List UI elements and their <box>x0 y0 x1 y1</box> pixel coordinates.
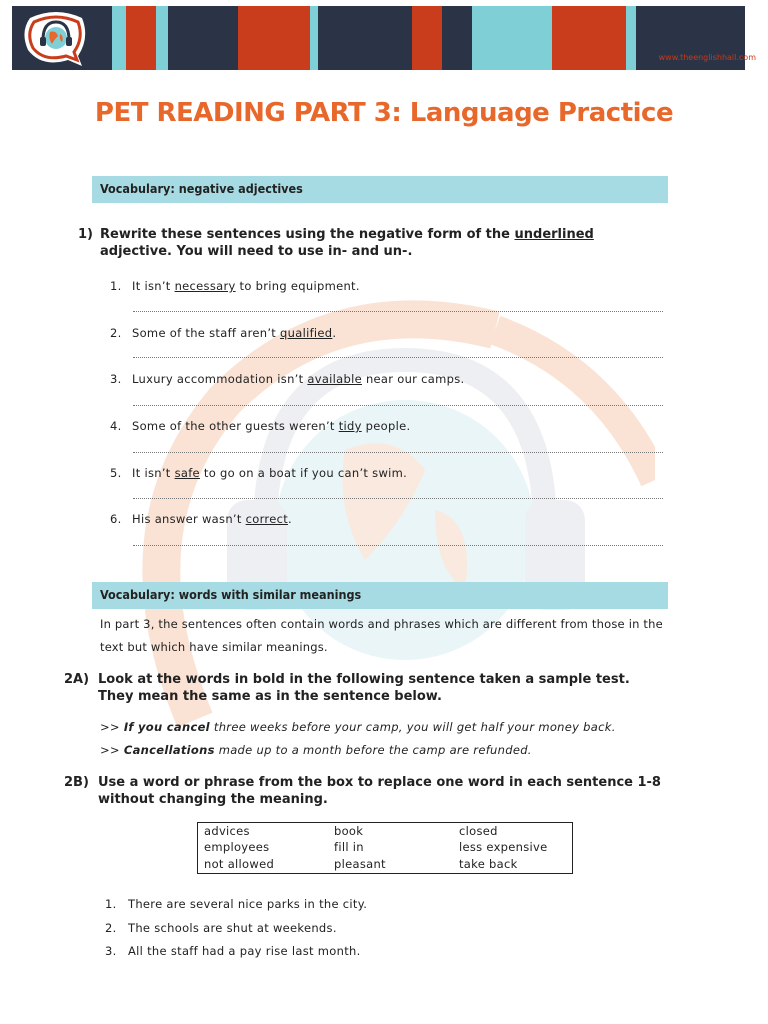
question-text-underlined: underlined <box>514 227 594 242</box>
stripe <box>238 6 310 70</box>
question-2b <box>64 774 664 808</box>
item-text: It isn’t <box>132 279 175 293</box>
header-banner <box>12 6 755 70</box>
question-number: 2A) <box>64 672 90 687</box>
word-box-cell: take back <box>459 857 518 871</box>
answer-line[interactable] <box>133 497 663 499</box>
question-number: 2B) <box>64 775 89 790</box>
item-text: people. <box>361 419 411 433</box>
item-number: 5. <box>110 466 122 480</box>
word-box-cell: less expensive <box>459 840 548 854</box>
word-box-cell: employees <box>204 840 270 854</box>
item-text: The schools are shut at weekends. <box>128 921 337 935</box>
item-underlined-word: qualified <box>280 326 333 340</box>
stripe <box>168 6 238 70</box>
item-number: 2. <box>105 921 117 935</box>
list-item <box>110 466 407 480</box>
stripe <box>318 6 412 70</box>
example-prefix: >> <box>100 720 124 734</box>
stripe <box>626 6 636 70</box>
item-text: Luxury accommodation isn’t <box>132 372 308 386</box>
section-heading: Vocabulary: negative adjectives <box>100 181 303 196</box>
question-text <box>100 226 668 260</box>
example-text: made up to a month before the camp are refunded. <box>214 743 532 757</box>
item-text: It isn’t <box>132 466 175 480</box>
page-title: PET READING PART 3: Language Practice <box>94 98 674 128</box>
question-2a <box>64 671 664 705</box>
list-item <box>105 921 337 935</box>
stripe <box>310 6 318 70</box>
item-underlined-word: available <box>307 372 362 386</box>
item-underlined-word: necessary <box>174 279 236 293</box>
item-underlined-word: tidy <box>338 419 362 433</box>
stripe <box>552 6 626 70</box>
stripe <box>126 6 156 70</box>
word-box-cell: fill in <box>334 840 364 854</box>
list-item <box>110 419 410 433</box>
stripe <box>442 6 472 70</box>
item-number: 6. <box>110 512 122 526</box>
question-text-part: adjective. You will need to use in- and un-. <box>100 244 413 259</box>
word-box-cell: not allowed <box>204 857 275 871</box>
question-number: 1) <box>78 227 93 242</box>
intro-paragraph: In part 3, the sentences often contain words and phrases which are different from those in the text but which have similar meanings. <box>100 617 663 654</box>
example-prefix: >> <box>100 743 124 757</box>
answer-line[interactable] <box>133 544 663 546</box>
section-bar-similar-meanings <box>92 582 668 609</box>
question-text: Use a word or phrase from the box to replace one word in each sentence 1-8 without changing the meaning. <box>98 775 661 807</box>
list-item <box>105 897 367 911</box>
globe-headset-logo-icon <box>22 10 90 68</box>
item-number: 1. <box>105 897 117 911</box>
word-box-cell: advices <box>204 824 250 838</box>
word-box-cell: closed <box>459 824 498 838</box>
item-text: to go on a boat if you can’t swim. <box>199 466 408 480</box>
item-text: Some of the staff aren’t <box>132 326 281 340</box>
item-number: 1. <box>110 279 122 293</box>
question-text: Look at the words in bold in the following sentence taken a sample test. They mean the same as in the sentence below. <box>98 672 630 704</box>
example-bold-phrase: Cancellations <box>123 743 215 757</box>
stripe <box>112 6 126 70</box>
stripe <box>472 6 552 70</box>
item-underlined-word: correct <box>245 512 289 526</box>
item-text: . <box>332 326 337 340</box>
word-box-cell: pleasant <box>334 857 386 871</box>
question-1 <box>78 226 668 260</box>
list-item <box>110 279 360 293</box>
section-bar-negative-adjectives <box>92 176 668 203</box>
item-number: 3. <box>110 372 122 386</box>
site-url[interactable]: www.theenglishhall.com <box>658 53 756 62</box>
answer-line[interactable] <box>133 356 663 358</box>
item-number: 4. <box>110 419 122 433</box>
stripe <box>412 6 442 70</box>
answer-line[interactable] <box>133 310 663 312</box>
list-item <box>105 944 361 958</box>
list-item <box>110 512 292 526</box>
question-text-part: Rewrite these sentences using the negative form of the <box>100 227 515 242</box>
item-number: 3. <box>105 944 117 958</box>
answer-line[interactable] <box>133 451 663 453</box>
example-bold-phrase: If you cancel <box>123 720 210 734</box>
item-number: 2. <box>110 326 122 340</box>
item-text: His answer wasn’t <box>132 512 246 526</box>
word-box <box>197 822 573 874</box>
word-box-cell: book <box>334 824 364 838</box>
item-text: There are several nice parks in the city. <box>128 897 368 911</box>
item-underlined-word: safe <box>174 466 200 480</box>
example-sentence <box>100 743 532 757</box>
section-heading: Vocabulary: words with similar meanings <box>100 587 362 602</box>
item-text: . <box>288 512 292 526</box>
answer-line[interactable] <box>133 404 663 406</box>
item-text: All the staff had a pay rise last month. <box>128 944 361 958</box>
item-text: to bring equipment. <box>235 279 360 293</box>
example-sentence <box>100 720 616 734</box>
item-text: Some of the other guests weren’t <box>132 419 339 433</box>
item-text: near our camps. <box>361 372 465 386</box>
stripe <box>156 6 168 70</box>
list-item <box>110 372 464 386</box>
example-text: three weeks before your camp, you will get half your money back. <box>209 720 616 734</box>
list-item <box>110 326 336 340</box>
